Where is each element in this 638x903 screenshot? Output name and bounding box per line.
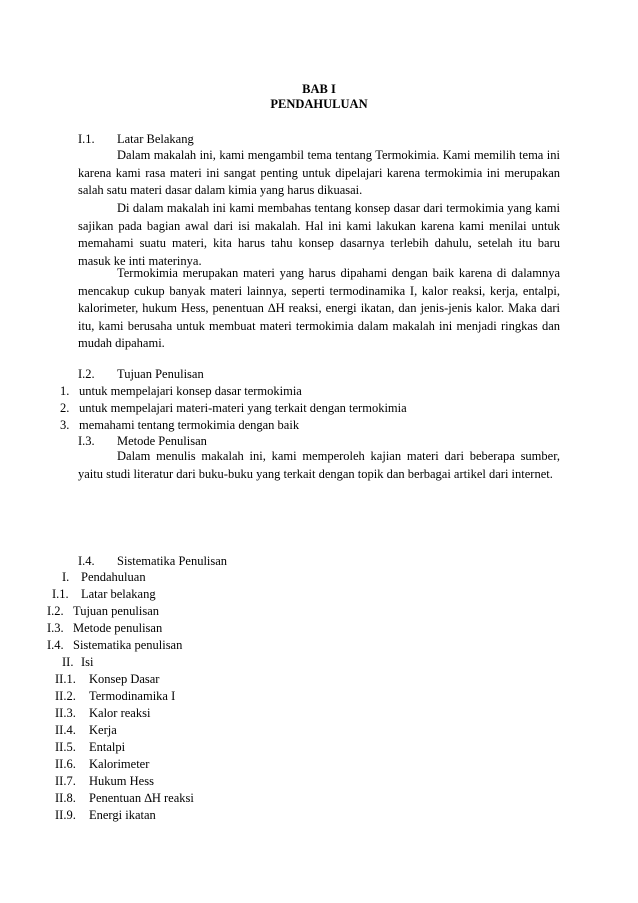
outline-number: I.3. [47, 621, 64, 635]
outline-item: Entalpi [89, 740, 126, 754]
paragraph: Dalam menulis makalah ini, kami memperoleh kajian materi dari beberapa sumber, yaitu studi literatur dari buku-buku yang terkait dengan topik dan berbagai artikel dari internet. [78, 449, 560, 481]
outline-number: II.7. [55, 774, 76, 788]
section-number: I.1. [78, 132, 95, 146]
paragraph: Dalam makalah ini, kami mengambil tema tentang Termokimia. Kami memilih tema ini karena kami rasa materi ini sangat penting untuk dipelajari karena termokimia ini merupakan salah satu materi dasar dalam kimia yang harus dikuasai. [78, 148, 560, 197]
outline-item: Pendahuluan [81, 570, 146, 584]
outline-item: Hukum Hess [89, 774, 154, 788]
outline-number: I.1. [52, 587, 69, 601]
section-number: I.2. [78, 367, 95, 381]
outline-number: II.4. [55, 723, 76, 737]
outline-number: I.2. [47, 604, 64, 618]
paragraph: Di dalam makalah ini kami membahas tentang konsep dasar dari termokimia yang kami sajikan pada bagian awal dari isi makalah. Hal ini kami lakukan karena kami menilai untuk memahami suatu materi, kita harus tahu konsep dasarnya terlebih dahulu, setelah itu baru masuk ke inti materinya. [78, 201, 560, 268]
outline-number: II.1. [55, 672, 76, 686]
outline-item: Sistematika penulisan [73, 638, 183, 652]
list-number: 2. [60, 401, 70, 415]
outline-number: II.6. [55, 757, 76, 771]
list-item: memahami tentang termokimia dengan baik [79, 418, 300, 432]
outline-item: Penentuan ∆H reaksi [89, 791, 194, 805]
list-item: untuk mempelajari materi-materi yang terkait dengan termokimia [79, 401, 407, 415]
paragraph: Termokimia merupakan materi yang harus dipahami dengan baik karena di dalamnya mencakup cukup banyak materi lainnya, seperti termodinamika I, kalor reaksi, kerja, entalpi, kalorimeter, hukum Hess, penentuan ∆H reaksi, energi ikatan, dan jenis-jenis kalor. Maka dari itu, kami berusaha untuk membuat materi termokimia dalam makalah ini menjadi ringkas dan mudah dipahami. [78, 266, 560, 350]
outline-item: Tujuan penulisan [73, 604, 159, 618]
section-number: I.4. [78, 554, 95, 568]
outline-number: II.3. [55, 706, 76, 720]
outline-number: II.5. [55, 740, 76, 754]
list-number: 3. [60, 418, 70, 432]
list-number: 1. [60, 384, 70, 398]
outline-number: II.2. [55, 689, 76, 703]
outline-item: Latar belakang [81, 587, 156, 601]
section-title: Tujuan Penulisan [117, 367, 204, 381]
outline-item: Termodinamika I [89, 689, 176, 703]
outline-item: Metode penulisan [73, 621, 163, 635]
outline-number: II.9. [55, 808, 76, 822]
section-title: Sistematika Penulisan [117, 554, 228, 568]
section-title: Latar Belakang [117, 132, 194, 146]
outline-item: Isi [81, 655, 94, 669]
outline-number: I. [62, 570, 70, 584]
outline-number: II.8. [55, 791, 76, 805]
section-number: I.3. [78, 434, 95, 448]
outline-number: II. [62, 655, 74, 669]
outline-item: Kalor reaksi [89, 706, 151, 720]
chapter-title: PENDAHULUAN [270, 97, 368, 111]
chapter-number: BAB I [302, 82, 336, 96]
section-title: Metode Penulisan [117, 434, 207, 448]
outline-item: Kerja [89, 723, 117, 737]
outline-item: Konsep Dasar [89, 672, 160, 686]
list-item: untuk mempelajari konsep dasar termokimia [79, 384, 302, 398]
outline-item: Kalorimeter [89, 757, 150, 771]
outline-number: I.4. [47, 638, 64, 652]
outline-item: Energi ikatan [89, 808, 156, 822]
